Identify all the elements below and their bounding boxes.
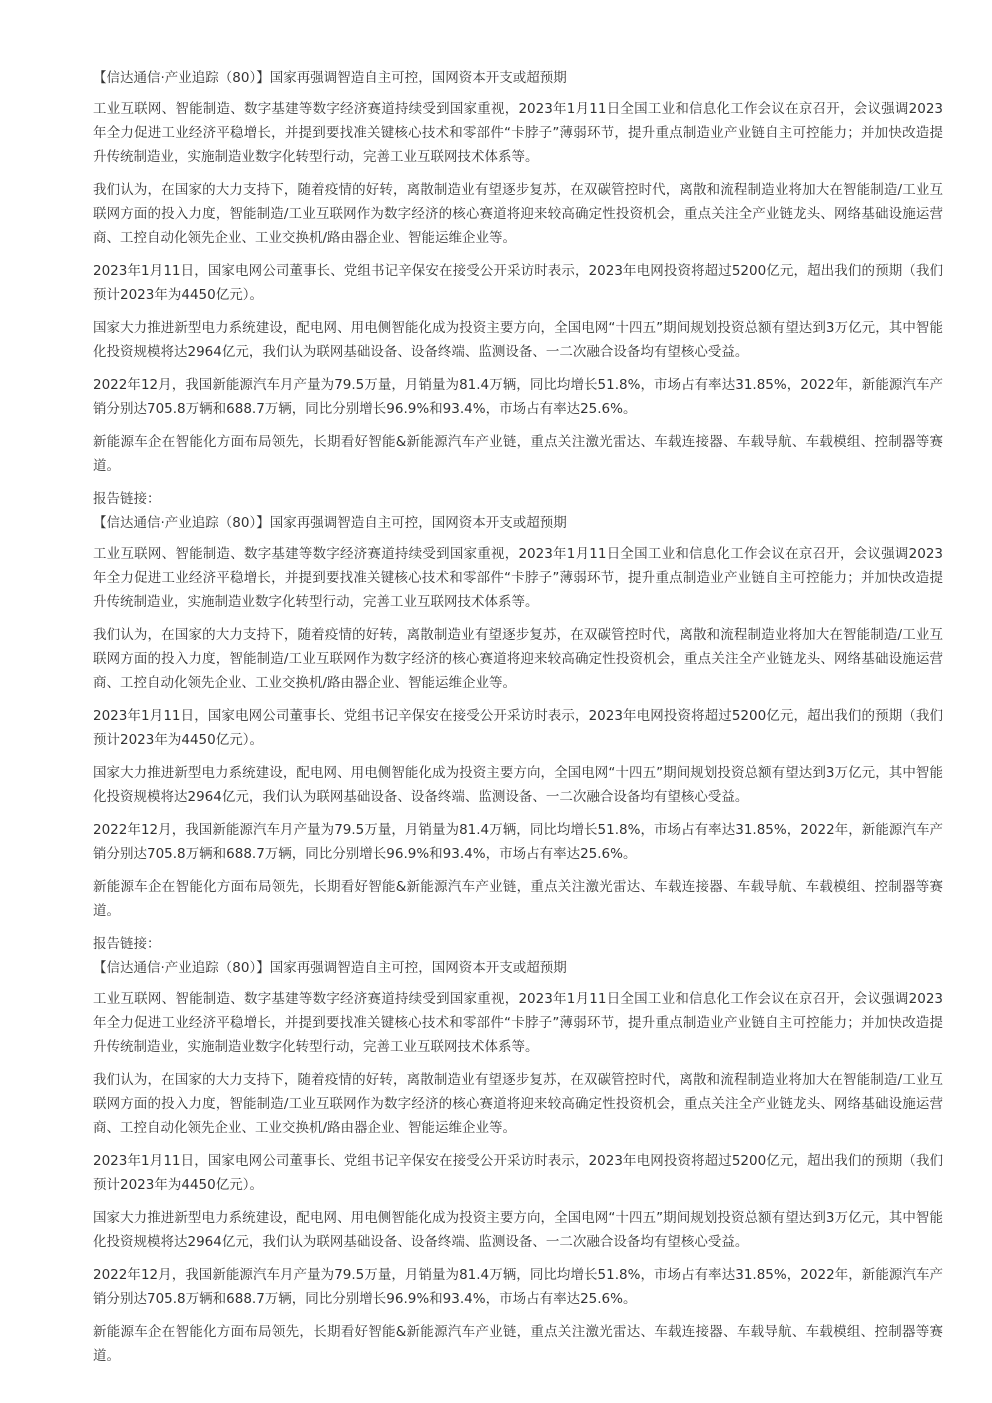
document-body <box>93 66 943 1368</box>
paragraph-nev-data: 2022年12月，我国新能源汽车月产量为79.5万量，月销量为81.4万辆，同比均增长51.8%，市场占有率达31.85%，2022年，新能源汽车产销分别达705.8万辆和688.7万辆，同比分别增长96.9%和93.4%，市场占有率达25.6%。 <box>93 377 943 417</box>
article-section <box>93 511 943 956</box>
article-section <box>93 66 943 511</box>
paragraph-grid-investment: 2023年1月11日，国家电网公司董事长、党组书记辛保安在接受公开采访时表示，2023年电网投资将超过5200亿元，超出我们的预期（我们预计2023年为4450亿元）。 <box>93 1153 943 1193</box>
paragraph-industrial-internet: 工业互联网、智能制造、数字基建等数字经济赛道持续受到国家重视，2023年1月11日全国工业和信息化工作会议在京召开，会议强调2023年全力促进工业经济平稳增长，并提到要找准关键核心技术和零部件“卡脖子”薄弱环节，提升重点制造业产业链自主可控能力；并加快改造提升传统制造业，实施制造业数字化转型行动，完善工业互联网技术体系等。 <box>93 101 943 165</box>
paragraph-power-system: 国家大力推进新型电力系统建设，配电网、用电侧智能化成为投资主要方向，全国电网“十四五”期间规划投资总额有望达到3万亿元，其中智能化投资规模将达2964亿元，我们认为联网基础设备、设备终端、监测设备、一二次融合设备均有望核心受益。 <box>93 1210 943 1250</box>
report-link-label: 报告链接： <box>93 936 161 952</box>
paragraph-our-view: 我们认为，在国家的大力支持下，随着疫情的好转，离散制造业有望逐步复苏，在双碳管控时代，离散和流程制造业将加大在智能制造/工业互联网方面的投入力度，智能制造/工业互联网作为数字经济的核心赛道将迎来较高确定性投资机会，重点关注全产业链龙头、网络基础设施运营商、工控自动化领先企业、工业交换机/路由器企业、智能运维企业等。 <box>93 627 943 691</box>
paragraph-our-view: 我们认为，在国家的大力支持下，随着疫情的好转，离散制造业有望逐步复苏，在双碳管控时代，离散和流程制造业将加大在智能制造/工业互联网方面的投入力度，智能制造/工业互联网作为数字经济的核心赛道将迎来较高确定性投资机会，重点关注全产业链龙头、网络基础设施运营商、工控自动化领先企业、工业交换机/路由器企业、智能运维企业等。 <box>93 182 943 246</box>
paragraph-power-system: 国家大力推进新型电力系统建设，配电网、用电侧智能化成为投资主要方向，全国电网“十四五”期间规划投资总额有望达到3万亿元，其中智能化投资规模将达2964亿元，我们认为联网基础设备、设备终端、监测设备、一二次融合设备均有望核心受益。 <box>93 765 943 805</box>
paragraph-industrial-internet: 工业互联网、智能制造、数字基建等数字经济赛道持续受到国家重视，2023年1月11日全国工业和信息化工作会议在京召开，会议强调2023年全力促进工业经济平稳增长，并提到要找准关键核心技术和零部件“卡脖子”薄弱环节，提升重点制造业产业链自主可控能力；并加快改造提升传统制造业，实施制造业数字化转型行动，完善工业互联网技术体系等。 <box>93 546 943 610</box>
report-link-label: 报告链接： <box>93 491 161 507</box>
paragraph-nev-focus: 新能源车企在智能化方面布局领先，长期看好智能&新能源汽车产业链，重点关注激光雷达、车载连接器、车载导航、车载模组、控制器等赛道。 <box>93 879 943 919</box>
paragraph-nev-data: 2022年12月，我国新能源汽车月产量为79.5万量，月销量为81.4万辆，同比均增长51.8%，市场占有率达31.85%，2022年，新能源汽车产销分别达705.8万辆和688.7万辆，同比分别增长96.9%和93.4%，市场占有率达25.6%。 <box>93 822 943 862</box>
paragraph-grid-investment: 2023年1月11日，国家电网公司董事长、党组书记辛保安在接受公开采访时表示，2023年电网投资将超过5200亿元，超出我们的预期（我们预计2023年为4450亿元）。 <box>93 263 943 303</box>
paragraph-power-system: 国家大力推进新型电力系统建设，配电网、用电侧智能化成为投资主要方向，全国电网“十四五”期间规划投资总额有望达到3万亿元，其中智能化投资规模将达2964亿元，我们认为联网基础设备、设备终端、监测设备、一二次融合设备均有望核心受益。 <box>93 320 943 360</box>
article-section <box>93 956 943 1368</box>
paragraph-nev-data: 2022年12月，我国新能源汽车月产量为79.5万量，月销量为81.4万辆，同比均增长51.8%，市场占有率达31.85%，2022年，新能源汽车产销分别达705.8万辆和688.7万辆，同比分别增长96.9%和93.4%，市场占有率达25.6%。 <box>93 1267 943 1307</box>
paragraph-grid-investment: 2023年1月11日，国家电网公司董事长、党组书记辛保安在接受公开采访时表示，2023年电网投资将超过5200亿元，超出我们的预期（我们预计2023年为4450亿元）。 <box>93 708 943 748</box>
paragraph-industrial-internet: 工业互联网、智能制造、数字基建等数字经济赛道持续受到国家重视，2023年1月11日全国工业和信息化工作会议在京召开，会议强调2023年全力促进工业经济平稳增长，并提到要找准关键核心技术和零部件“卡脖子”薄弱环节，提升重点制造业产业链自主可控能力；并加快改造提升传统制造业，实施制造业数字化转型行动，完善工业互联网技术体系等。 <box>93 991 943 1055</box>
paragraph-nev-focus: 新能源车企在智能化方面布局领先，长期看好智能&新能源汽车产业链，重点关注激光雷达、车载连接器、车载导航、车载模组、控制器等赛道。 <box>93 1324 943 1364</box>
article-title: 【信达通信·产业追踪（80）】国家再强调智造自主可控，国网资本开支或超预期 <box>93 515 567 531</box>
paragraph-our-view: 我们认为，在国家的大力支持下，随着疫情的好转，离散制造业有望逐步复苏，在双碳管控时代，离散和流程制造业将加大在智能制造/工业互联网方面的投入力度，智能制造/工业互联网作为数字经济的核心赛道将迎来较高确定性投资机会，重点关注全产业链龙头、网络基础设施运营商、工控自动化领先企业、工业交换机/路由器企业、智能运维企业等。 <box>93 1072 943 1136</box>
paragraph-nev-focus: 新能源车企在智能化方面布局领先，长期看好智能&新能源汽车产业链，重点关注激光雷达、车载连接器、车载导航、车载模组、控制器等赛道。 <box>93 434 943 474</box>
article-title: 【信达通信·产业追踪（80）】国家再强调智造自主可控，国网资本开支或超预期 <box>93 70 567 86</box>
article-title: 【信达通信·产业追踪（80）】国家再强调智造自主可控，国网资本开支或超预期 <box>93 960 567 976</box>
